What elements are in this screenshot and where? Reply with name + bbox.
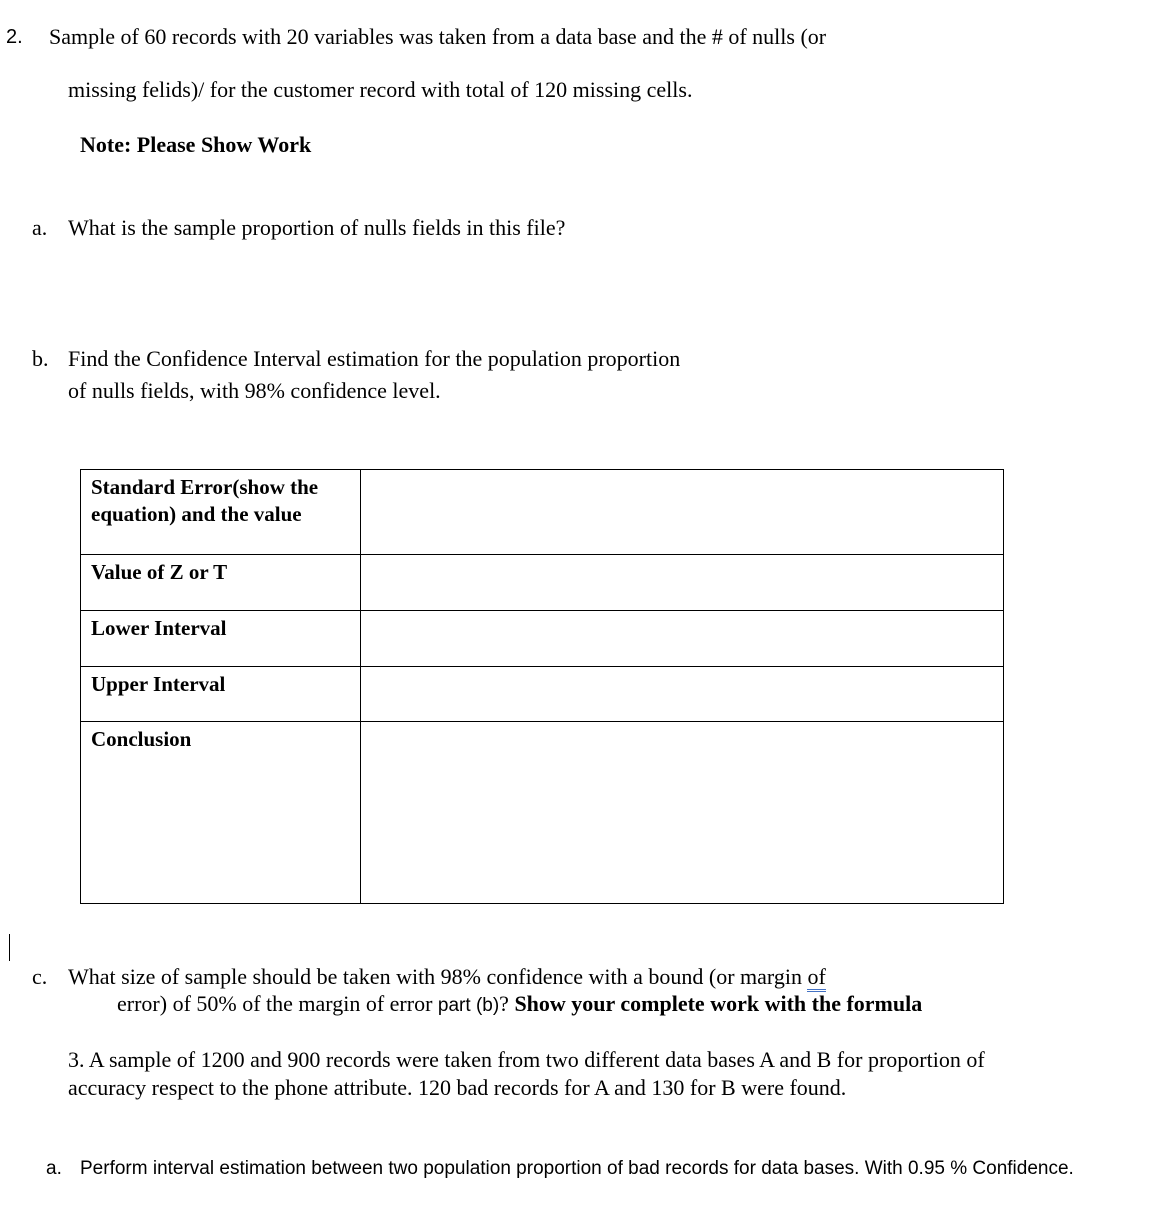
question-2-line-1: Sample of 60 records with 20 variables was taken from a data base and the # of nulls (or — [49, 24, 827, 49]
table-answer-cell[interactable] — [361, 611, 1004, 667]
table-row — [81, 722, 1004, 904]
part-c-line-1 — [68, 964, 826, 990]
part-c-line-1-text: What size of sample should be taken with 98% confidence with a bound (or margin — [68, 964, 808, 989]
part-c-line-2-text: error) of 50% of the margin of error — [117, 991, 438, 1016]
part-c-part-ref: part (b) — [437, 995, 500, 1016]
part-a-text: What is the sample proportion of nulls fields in this file? — [68, 215, 566, 240]
table-answer-cell[interactable] — [361, 667, 1004, 722]
part-c-of-word: of — [807, 964, 825, 992]
part-b-line-1: Find the Confidence Interval estimation for the population proportion — [68, 346, 681, 371]
note-heading: Note: Please Show Work — [80, 132, 312, 157]
table-answer-cell[interactable] — [361, 555, 1004, 611]
question-3-line-1: 3. A sample of 1200 and 900 records were taken from two different data bases A and B for proportion of — [68, 1047, 985, 1072]
part-c-line-2 — [117, 991, 922, 1017]
q3-part-a-text: Perform interval estimation between two population proportion of bad records for data bases. With 0.95 % Confidence. — [80, 1158, 1074, 1179]
part-c-question-mark: ? — [499, 991, 515, 1016]
part-b-letter: b. — [32, 346, 49, 371]
table-row-label: Standard Error(show the equation) and the value — [81, 470, 361, 555]
table-row-label: Conclusion — [81, 722, 361, 904]
table-row — [81, 470, 1004, 555]
question-2-line-2: missing felids)/ for the customer record with total of 120 missing cells. — [68, 77, 693, 102]
table-row-label: Value of Z or T — [81, 555, 361, 611]
question-3-line-2: accuracy respect to the phone attribute. 120 bad records for A and 130 for B were found. — [68, 1075, 847, 1100]
table-answer-cell[interactable] — [361, 470, 1004, 555]
table-row — [81, 667, 1004, 722]
table-answer-cell[interactable] — [361, 722, 1004, 904]
text-cursor — [9, 934, 10, 961]
part-a-letter: a. — [32, 215, 48, 240]
q3-part-a-letter: a. — [46, 1158, 62, 1179]
question-number: 2. — [6, 26, 23, 48]
table-row-label: Lower Interval — [81, 611, 361, 667]
table-row-label: Upper Interval — [81, 667, 361, 722]
table-row — [81, 611, 1004, 667]
part-c-bold-instruction: Show your complete work with the formula — [514, 991, 923, 1016]
table-row — [81, 555, 1004, 611]
answer-table — [80, 469, 1004, 904]
part-c-letter: c. — [32, 964, 48, 989]
part-b-line-2: of nulls fields, with 98% confidence level. — [68, 378, 441, 403]
